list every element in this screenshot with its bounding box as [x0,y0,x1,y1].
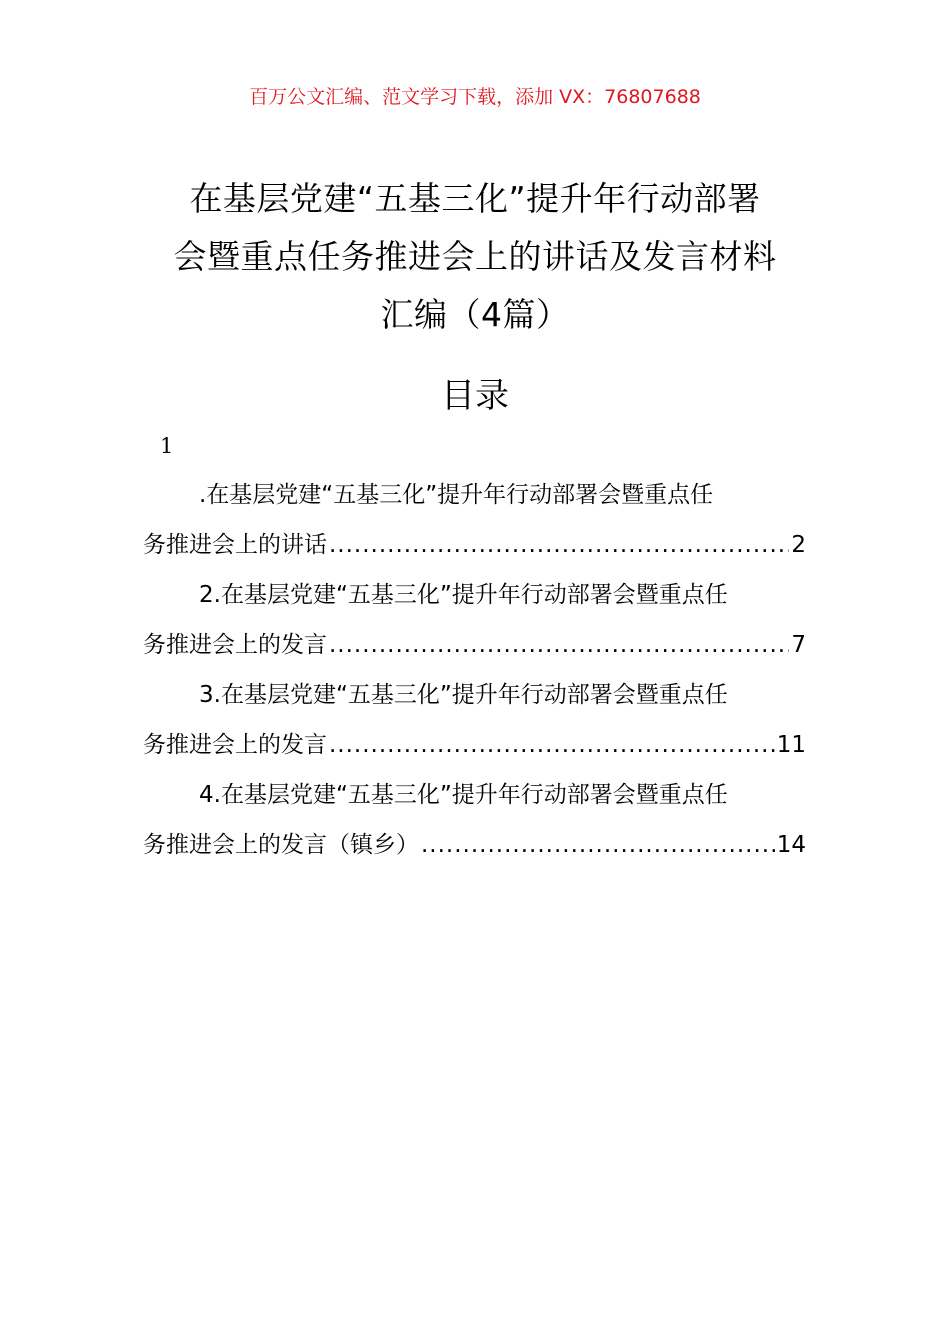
toc-entry-2[interactable] [143,570,806,670]
toc-entry-3[interactable] [143,670,806,770]
toc-heading: 目录 [441,376,509,416]
toc-entry-title: .在基层党建“五基三化”提升年行动部署会暨重点任 [199,482,714,508]
toc-page-number: 14 [776,832,806,858]
toc-dot-leader [329,720,775,770]
toc-entry-title-cont: 务推进会上的发言 [143,732,327,758]
toc-entry-title: 4.在基层党建“五基三化”提升年行动部署会暨重点任 [199,782,728,808]
title-line-3: 汇编（4篇） [380,295,570,334]
toc-page-number: 11 [776,732,806,758]
toc-entry-title-cont: 务推进会上的讲话 [143,532,327,558]
toc-dot-leader [421,820,775,870]
toc-dot-leader [329,620,789,670]
document-title [150,170,800,344]
toc-entry-title: 2.在基层党建“五基三化”提升年行动部署会暨重点任 [199,582,728,608]
toc-entry-title-cont: 务推进会上的发言（镇乡） [143,832,419,858]
toc-entry-1[interactable] [143,470,806,570]
toc-entry-title-cont: 务推进会上的发言 [143,632,327,658]
title-line-2: 会暨重点任务推进会上的讲话及发言材料 [173,237,777,276]
toc-stray-number: 1 [160,434,174,458]
table-of-contents [143,470,806,870]
toc-page-number: 7 [791,632,806,658]
toc-dot-leader [329,520,789,570]
header-watermark-note: 百万公文汇编、范文学习下载，添加 VX：76807688 [249,86,701,108]
toc-page-number: 2 [791,532,806,558]
title-line-1: 在基层党建“五基三化”提升年行动部署 [189,179,761,218]
toc-entry-4[interactable] [143,770,806,870]
toc-entry-title: 3.在基层党建“五基三化”提升年行动部署会暨重点任 [199,682,728,708]
